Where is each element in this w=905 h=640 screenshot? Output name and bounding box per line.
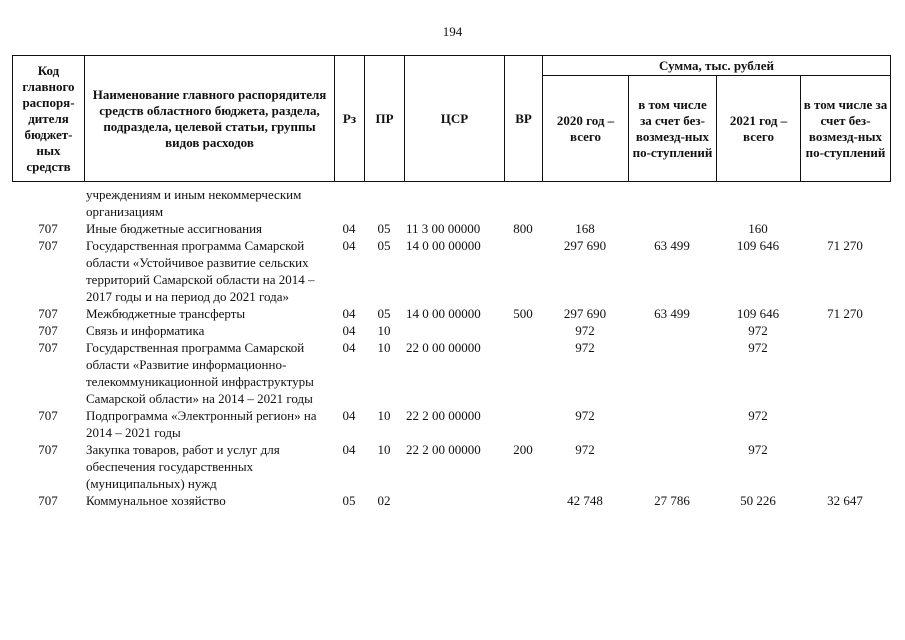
header-pr: ПР [365,56,405,182]
cell-code: 707 [38,306,58,321]
cell-rz: 04 [342,408,356,423]
cell-b21 [800,339,890,407]
header-sum-2021: 2021 год – всего [717,76,801,182]
cell-b21 [800,322,890,339]
cell-name: Государственная программа Самарской области «Развитие информационно-телекоммуникационной инфраструктуры Самарской области» на 2014 – 2021 годы [86,340,314,406]
cell-s20: 972 [575,408,595,423]
cell-b20 [628,220,716,237]
header-vr: ВР [505,56,543,182]
table-row [12,407,890,441]
table-header [12,55,891,182]
cell-csr [404,322,504,339]
cell-vr: 200 [513,442,533,457]
cell-pr [364,186,404,220]
header-name: Наименование главного распорядителя средств областного бюджета, раздела, подраздела, целевой статьи, группы видов расходов [85,56,335,182]
cell-vr [504,407,542,441]
cell-code [12,186,84,220]
cell-s21: 972 [748,408,768,423]
cell-name: Иные бюджетные ассигнования [86,221,263,236]
cell-vr [504,322,542,339]
cell-csr [404,186,504,220]
cell-csr: 14 0 00 00000 [406,238,481,253]
cell-b21: 32 647 [827,493,863,508]
cell-rz: 04 [342,238,356,253]
cell-s21: 109 646 [736,238,780,253]
cell-name: Связь и информатика [86,323,205,338]
cell-name: Закупка товаров, работ и услуг для обеспечения государственных (муниципальных) нужд [86,442,280,491]
cell-code: 707 [38,442,58,457]
cell-b20 [628,339,716,407]
cell-csr [404,492,504,509]
table-row [12,322,890,339]
cell-b21 [800,441,890,492]
cell-b20 [628,322,716,339]
cell-name: учреждениям и иным некоммерческим организациям [86,187,302,219]
table-row [12,441,890,492]
cell-b20 [628,186,716,220]
cell-s21: 50 226 [740,493,776,508]
cell-csr: 22 2 00 00000 [406,408,481,423]
cell-rz: 04 [342,306,356,321]
cell-rz: 05 [342,493,356,508]
cell-b21: 71 270 [827,238,863,253]
cell-vr [504,339,542,407]
cell-code: 707 [38,340,58,355]
cell-code: 707 [38,323,58,338]
cell-pr: 05 [377,306,391,321]
header-sum-group: Сумма, тыс. рублей [543,56,891,76]
cell-b20: 63 499 [654,238,690,253]
cell-rz: 04 [342,340,356,355]
cell-s20: 168 [575,221,595,236]
cell-name: Коммунальное хозяйство [86,493,226,508]
cell-s20 [542,186,628,220]
table-row [12,339,890,407]
cell-s21: 972 [748,323,768,338]
cell-s20: 972 [575,323,595,338]
cell-s21 [716,186,800,220]
cell-rz: 04 [342,221,356,236]
cell-pr: 05 [377,221,391,236]
cell-s21: 972 [748,442,768,457]
cell-csr: 11 3 00 00000 [406,221,481,236]
cell-pr: 02 [377,493,391,508]
cell-s20: 297 690 [563,238,607,253]
cell-vr: 500 [513,306,533,321]
table-row [12,186,890,220]
table-row [12,237,890,305]
cell-rz [334,186,364,220]
header-code: Код главного распоря-дителя бюджет-ных средств [13,56,85,182]
cell-vr: 800 [513,221,533,236]
cell-name: Государственная программа Самарской области «Устойчивое развитие сельских территорий Самарской области на 2014 – 2017 годы и на период до 2021 года» [86,238,315,304]
cell-csr: 22 0 00 00000 [406,340,481,355]
cell-s21: 972 [748,340,768,355]
header-csr: ЦСР [405,56,505,182]
cell-code: 707 [38,408,58,423]
cell-pr: 05 [377,238,391,253]
table-body [12,186,890,509]
cell-code: 707 [38,221,58,236]
cell-b20: 63 499 [654,306,690,321]
cell-b21 [800,407,890,441]
cell-vr [504,186,542,220]
cell-s20: 972 [575,442,595,457]
cell-vr [504,237,542,305]
cell-b21 [800,186,890,220]
cell-b20: 27 786 [654,493,690,508]
cell-b21 [800,220,890,237]
cell-name: Подпрограмма «Электронный регион» на 2014 – 2021 годы [86,408,317,440]
cell-rz: 04 [342,442,356,457]
cell-rz: 04 [342,323,356,338]
cell-s20: 297 690 [563,306,607,321]
cell-pr: 10 [377,408,391,423]
cell-b21: 71 270 [827,306,863,321]
cell-vr [504,492,542,509]
cell-csr: 22 2 00 00000 [406,442,481,457]
header-bez-2020: в том числе за счет без-возмезд-ных по-ступлений [629,76,717,182]
cell-pr: 10 [377,340,391,355]
table-row [12,305,890,322]
cell-pr: 10 [377,323,391,338]
cell-b20 [628,441,716,492]
cell-pr: 10 [377,442,391,457]
header-rz: Рз [335,56,365,182]
cell-code: 707 [38,493,58,508]
page-number: 194 [442,24,463,39]
table-row [12,492,890,509]
header-bez-2021: в том числе за счет без-возмезд-ных по-ступлений [801,76,891,182]
cell-name: Межбюджетные трансферты [86,306,246,321]
cell-s21: 109 646 [736,306,780,321]
cell-s20: 42 748 [567,493,603,508]
cell-s20: 972 [575,340,595,355]
cell-s21: 160 [748,221,768,236]
cell-csr: 14 0 00 00000 [406,306,481,321]
cell-code: 707 [38,238,58,253]
table-row [12,220,890,237]
cell-b20 [628,407,716,441]
header-sum-2020: 2020 год – всего [543,76,629,182]
